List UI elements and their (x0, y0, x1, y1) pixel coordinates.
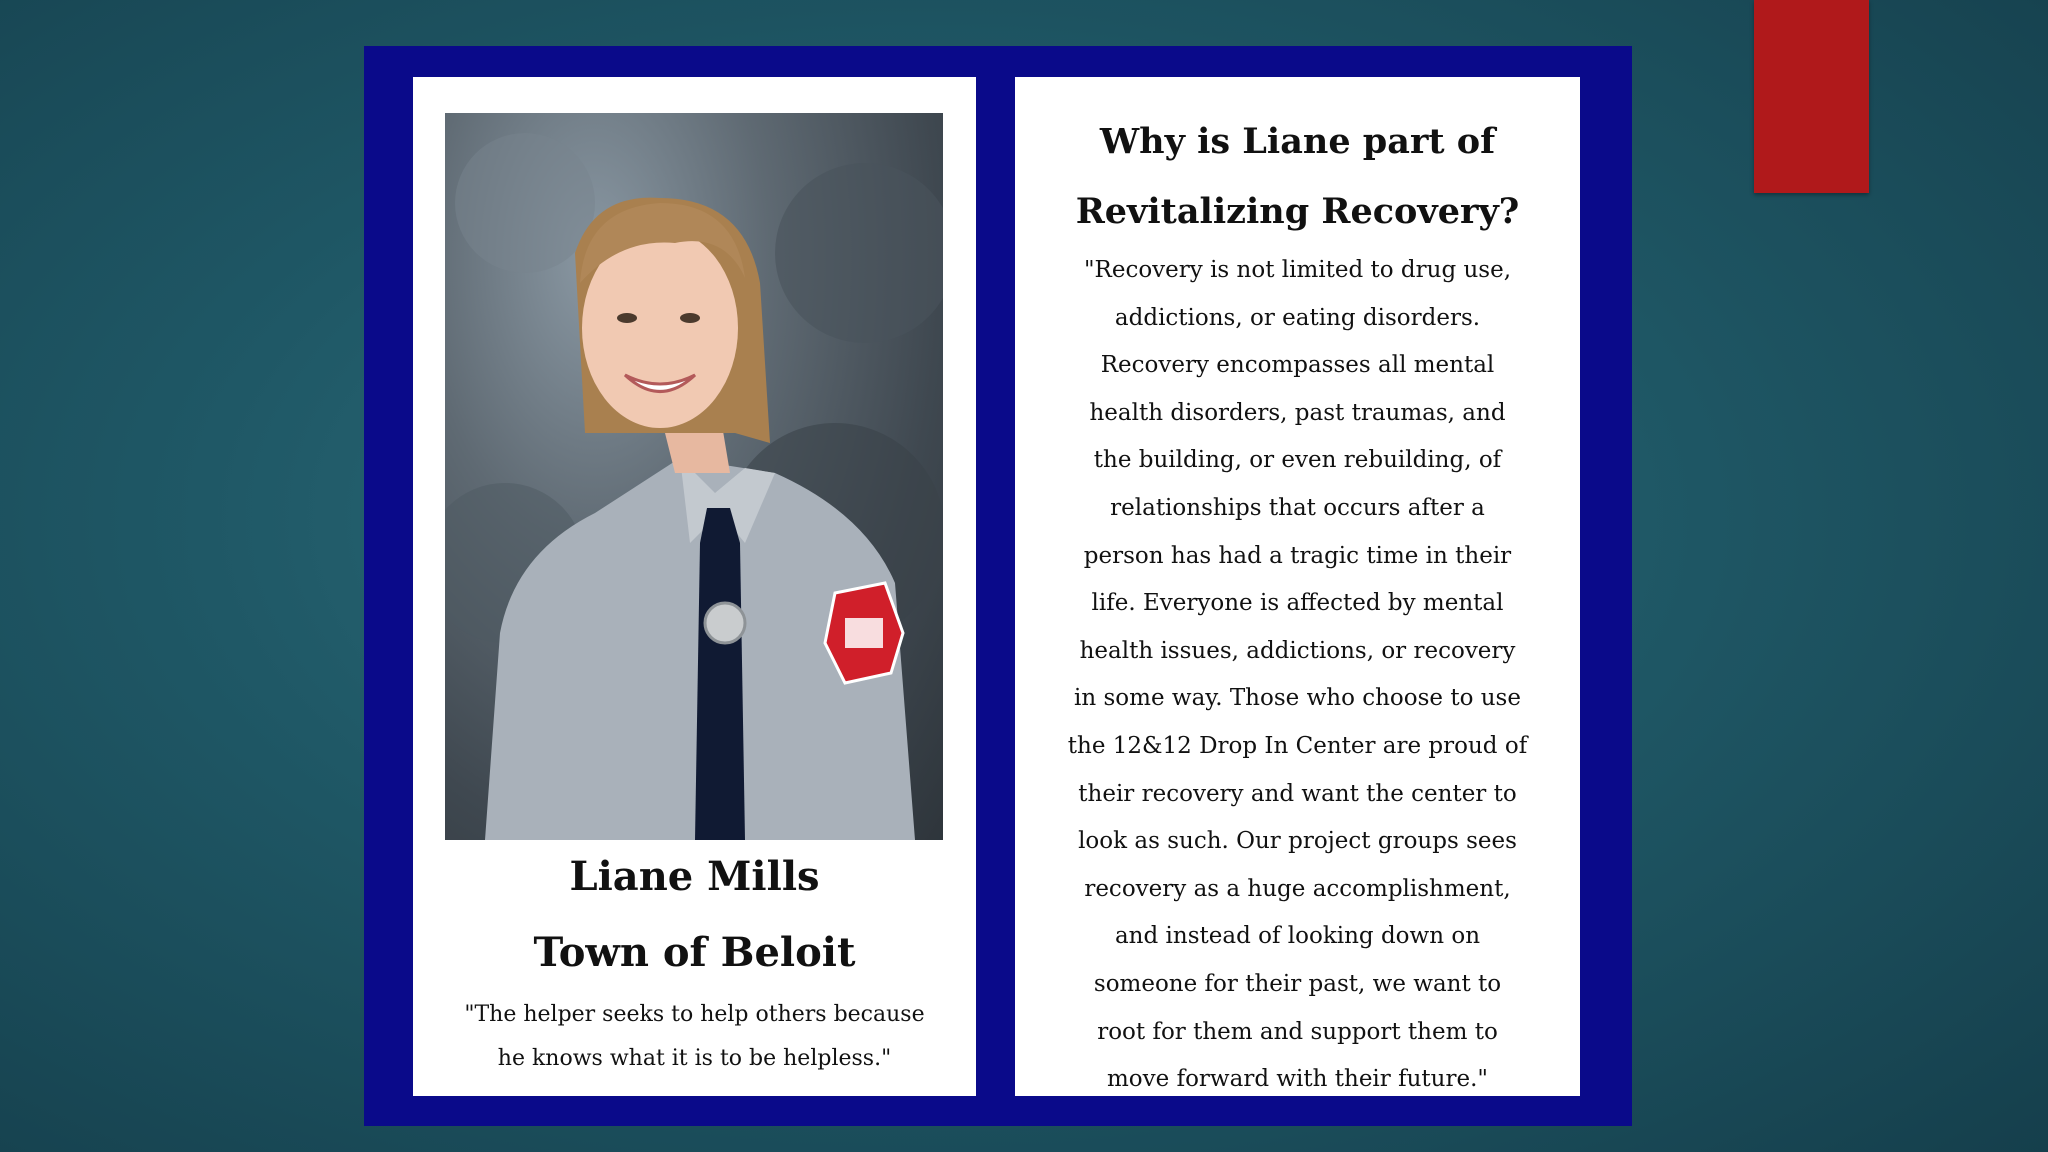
profile-quote: "The helper seeks to help others because he knows what it is to be helpless." (464, 1002, 925, 1071)
reason-quote: "Recovery is not limited to drug use, addictions, or eating disorders. Recovery encompasses all mental health disorders, past traumas, and the building, or even rebuilding, of relationships that occurs after a person has had a tragic time in their life. Everyone is affected by mental health issues, addictions, or recovery in some way. Those who choose to use the 12&12 Drop In Center are proud of their recovery and want the center to look as such. Our project groups sees recovery as a huge accomplishment, and instead of looking down on someone for their past, we want to root for them and support them to move forward with their future." (1067, 257, 1528, 1093)
red-accent-tab (1754, 0, 1869, 193)
portrait-photo (445, 113, 943, 840)
fire-dept-patch-icon (825, 583, 903, 683)
portrait-illustration (445, 113, 943, 840)
person-name: Liane Mills (569, 853, 820, 900)
slide-frame (364, 46, 1632, 1126)
reason-heading: Why is Liane part of Revitalizing Recovery? (1075, 121, 1520, 232)
profile-panel (413, 77, 976, 1096)
reason-panel (1015, 77, 1580, 1096)
person-town: Town of Beloit (533, 929, 856, 976)
